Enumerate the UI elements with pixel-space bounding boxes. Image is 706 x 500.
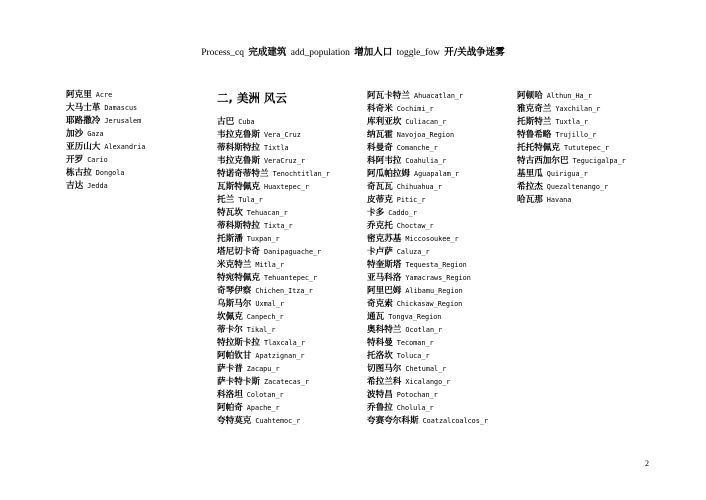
chinese-name: 奥科特兰: [367, 325, 402, 335]
list-item: [217, 164, 330, 177]
region-code: Tixta_r: [263, 222, 293, 230]
region-code: Tegucigalpa_r: [572, 157, 626, 165]
chinese-name: 亚马科洛: [367, 273, 402, 283]
list-item: [517, 190, 626, 203]
chinese-name: 大马士革: [66, 103, 101, 113]
list-item: [367, 411, 488, 424]
chinese-name: 蒂科斯特拉: [217, 143, 260, 153]
header-cn-text: 增加人口: [354, 47, 393, 58]
region-code: Yaxchilan_r: [555, 105, 601, 113]
region-code: Quirigua_r: [546, 170, 588, 178]
list-item: [217, 216, 330, 229]
region-code: Jedda: [87, 182, 108, 190]
region-code: Yamacraws_Region: [405, 274, 471, 282]
region-code: Tequesta_Region: [405, 261, 467, 269]
list-item: [367, 216, 488, 229]
chinese-name: 托斯潘: [217, 234, 243, 244]
list-item: [367, 99, 488, 112]
list-item: [367, 372, 488, 385]
chinese-name: 通瓦: [367, 312, 385, 322]
list-item: [217, 294, 330, 307]
header-en-text: toggle_fow: [396, 48, 440, 58]
list-item: [217, 268, 330, 281]
region-code: Tecoman_r: [396, 339, 434, 347]
region-code: Culiacan_r: [405, 118, 447, 126]
chinese-name: 库利亚坎: [367, 117, 402, 127]
chinese-name: 阿瓦卡特兰: [367, 91, 410, 101]
chinese-name: 瓦斯特佩克: [217, 182, 260, 192]
chinese-name: 卡多: [367, 208, 385, 218]
list-item: [517, 112, 626, 125]
list-item: [367, 203, 488, 216]
chinese-name: 韦拉克鲁斯: [217, 156, 260, 166]
list-item: [217, 385, 330, 398]
region-code: Chichen_Itza_r: [255, 287, 313, 295]
list-item: [217, 411, 330, 424]
column-2: [217, 89, 330, 424]
region-code: Althun_Ha_r: [546, 92, 592, 100]
region-code: Caluza_r: [396, 248, 430, 256]
region-code: Alexandria: [104, 143, 146, 151]
chinese-name: 奇瓦瓦: [367, 182, 393, 192]
chinese-name: 特宛特佩克: [217, 273, 260, 283]
region-code: Colotan_r: [246, 391, 284, 399]
region-code: Chickasaw_Region: [396, 300, 463, 308]
region-code: Tuxtla_r: [555, 118, 589, 126]
region-code: Tlaxcala_r: [263, 339, 305, 347]
chinese-name: 科奇米: [367, 104, 393, 114]
list-item: [367, 151, 488, 164]
chinese-name: 亚历山大: [66, 142, 101, 152]
chinese-name: 托托特佩克: [517, 143, 560, 153]
chinese-name: 科曼奇: [367, 143, 393, 153]
region-code: Pitic_r: [396, 196, 426, 204]
chinese-name: 卡卢萨: [367, 247, 393, 257]
chinese-name: 科洛坦: [217, 390, 243, 400]
chinese-name: 坎佩克: [217, 312, 243, 322]
list-item: [367, 190, 488, 203]
region-code: Caddo_r: [388, 209, 417, 217]
list-item: [367, 359, 488, 372]
chinese-name: 乔克托: [367, 221, 393, 231]
region-code: Alibamu_Region: [405, 287, 463, 295]
region-code: Zacapu_r: [246, 365, 280, 373]
chinese-name: 阿里巴姆: [367, 286, 402, 296]
chinese-name: 韦拉克鲁斯: [217, 130, 260, 140]
list-item: [367, 177, 488, 190]
list-item: [367, 294, 488, 307]
chinese-name: 切图马尔: [367, 364, 402, 374]
list-item: [367, 242, 488, 255]
region-code: Canpech_r: [246, 313, 284, 321]
list-item: [217, 333, 330, 346]
list-item: [217, 359, 330, 372]
list-item: [66, 98, 145, 111]
chinese-name: 阿帕奇: [217, 403, 243, 413]
column-2-entries: [217, 112, 330, 424]
region-code: Comanche_r: [396, 144, 438, 152]
list-item: [66, 137, 145, 150]
region-code: Aguapalam_r: [413, 170, 459, 178]
list-item: [217, 255, 330, 268]
list-item: [367, 320, 488, 333]
region-code: Chihuahua_r: [396, 183, 442, 191]
header-en-text: add_population: [290, 48, 350, 58]
list-item: [217, 125, 330, 138]
list-item: [217, 203, 330, 216]
region-code: Tuxpan_r: [246, 235, 280, 243]
chinese-name: 乌斯马尔: [217, 299, 252, 309]
region-code: Coatzalcoalcos_r: [422, 417, 489, 425]
region-code: Tula_r: [238, 196, 263, 204]
list-item: [367, 125, 488, 138]
list-item: [367, 164, 488, 177]
chinese-name: 希拉杰: [517, 182, 543, 192]
list-item: [66, 150, 145, 163]
chinese-name: 栋古拉: [66, 168, 92, 178]
list-item: [367, 307, 488, 320]
chinese-name: 阿帕钦甘: [217, 351, 252, 361]
chinese-name: 托洛坎: [367, 351, 393, 361]
region-code: Quezaltenango_r: [546, 183, 609, 191]
region-code: Cochimi_r: [396, 105, 434, 113]
list-item: [217, 372, 330, 385]
list-item: [217, 190, 330, 203]
chinese-name: 奇琴伊察: [217, 286, 252, 296]
chinese-name: 特古西加尔巴: [517, 156, 569, 166]
list-item: [217, 151, 330, 164]
chinese-name: 托斯特兰: [517, 117, 552, 127]
region-code: Potochan_r: [396, 391, 438, 399]
chinese-name: 阿克里: [66, 90, 92, 100]
list-item: [217, 307, 330, 320]
header-line: [0, 44, 706, 58]
region-code: Miccosoukee_r: [405, 235, 459, 243]
chinese-name: 雅克奇兰: [517, 104, 552, 114]
list-item: [217, 229, 330, 242]
chinese-name: 吉达: [66, 181, 84, 191]
list-item: [367, 398, 488, 411]
list-item: [367, 86, 488, 99]
list-item: [367, 385, 488, 398]
list-item: [217, 138, 330, 151]
list-item: [367, 333, 488, 346]
chinese-name: 特诺奇蒂特兰: [217, 169, 269, 179]
region-code: Apache_r: [246, 404, 280, 412]
header-en-text: Process_cq: [201, 48, 244, 58]
region-code: Huaxtepec_r: [263, 183, 309, 191]
column-4: [517, 86, 626, 203]
chinese-name: 特鲁希略: [517, 130, 552, 140]
chinese-name: 夸特莫克: [217, 416, 252, 426]
list-item: [217, 320, 330, 333]
region-code: Ocotlan_r: [405, 326, 443, 334]
region-code: Chetumal_r: [405, 365, 447, 373]
chinese-name: 科阿韦拉: [367, 156, 402, 166]
region-code: Uxmal_r: [255, 300, 285, 308]
list-item: [517, 151, 626, 164]
chinese-name: 哈瓦那: [517, 195, 543, 205]
region-code: Toluca_r: [396, 352, 430, 360]
region-code: Apatzignan_r: [255, 352, 305, 360]
region-code: Gaza: [87, 130, 104, 138]
chinese-name: 特瓦坎: [217, 208, 243, 218]
region-code: Mitla_r: [255, 261, 285, 269]
chinese-name: 加沙: [66, 129, 84, 139]
chinese-name: 特奎斯塔: [367, 260, 402, 270]
region-code: Ahuacatlan_r: [413, 92, 464, 100]
list-item: [367, 138, 488, 151]
header-cn-text: 完成建筑: [248, 47, 287, 58]
region-code: Vera_Cruz: [263, 131, 301, 139]
chinese-name: 乔鲁拉: [367, 403, 393, 413]
chinese-name: 古巴: [217, 117, 235, 127]
list-item: [66, 85, 145, 98]
page-number: 2: [645, 459, 649, 468]
chinese-name: 阿顿哈: [517, 91, 543, 101]
region-code: Tongva_Region: [388, 313, 442, 321]
region-code: Acre: [95, 91, 113, 99]
list-item: [367, 346, 488, 359]
list-item: [367, 255, 488, 268]
region-code: VeraCruz_r: [263, 157, 305, 165]
list-item: [66, 124, 145, 137]
region-code: Cario: [87, 156, 108, 164]
region-code: Tenochtitlan_r: [272, 170, 330, 178]
chinese-name: 塔尼切卡奇: [217, 247, 260, 257]
list-item: [367, 281, 488, 294]
chinese-name: 奇克索: [367, 299, 393, 309]
list-item: [517, 138, 626, 151]
chinese-name: 耶路撒冷: [66, 116, 101, 126]
list-item: [66, 176, 145, 189]
list-item: [66, 163, 145, 176]
chinese-name: 特拉斯卡拉: [217, 338, 260, 348]
list-item: [66, 111, 145, 124]
list-item: [217, 112, 330, 125]
chinese-name: 特科曼: [367, 338, 393, 348]
chinese-name: 希拉兰科: [367, 377, 402, 387]
list-item: [367, 112, 488, 125]
region-code: Tututepec_r: [563, 144, 609, 152]
header-cn-text: 开/关战争迷雾: [444, 47, 505, 58]
region-code: Coahulia_r: [405, 157, 447, 165]
list-item: [517, 86, 626, 99]
region-code: Jerusalem: [104, 117, 142, 125]
chinese-name: 阿瓜帕拉姆: [367, 169, 410, 179]
list-item: [517, 99, 626, 112]
region-code: Cuba: [238, 118, 255, 126]
column-1: [66, 85, 145, 189]
region-code: Tixtla: [263, 144, 289, 152]
chinese-name: 萨卡特卡斯: [217, 377, 260, 387]
chinese-name: 开罗: [66, 155, 84, 165]
region-code: Tehuantepec_r: [263, 274, 318, 282]
list-item: [517, 164, 626, 177]
list-item: [367, 268, 488, 281]
chinese-name: 米克特兰: [217, 260, 252, 270]
region-code: Havana: [546, 196, 572, 204]
region-code: Zacatecas_r: [263, 378, 309, 386]
list-item: [217, 346, 330, 359]
region-code: Choctaw_r: [396, 222, 434, 230]
chinese-name: 蒂卡尔: [217, 325, 243, 335]
list-item: [517, 177, 626, 190]
chinese-name: 密克苏基: [367, 234, 402, 244]
list-item: [217, 398, 330, 411]
region-code: Dongola: [95, 169, 125, 177]
column-3: [367, 86, 488, 424]
chinese-name: 托兰: [217, 195, 235, 205]
chinese-name: 夸赛夸尔科斯: [367, 416, 419, 426]
region-code: Damascus: [104, 104, 138, 112]
chinese-name: 皮蒂克: [367, 195, 393, 205]
chinese-name: 波特昌: [367, 390, 393, 400]
list-item: [367, 229, 488, 242]
region-code: Trujillo_r: [555, 131, 597, 139]
list-item: [217, 177, 330, 190]
chinese-name: 萨卡普: [217, 364, 243, 374]
list-item: [517, 125, 626, 138]
chinese-name: 蒂科斯特拉: [217, 221, 260, 231]
chinese-name: 纳瓦霍: [367, 130, 393, 140]
region-code: Xicalango_r: [405, 378, 451, 386]
chinese-name: 基里瓜: [517, 169, 543, 179]
list-item: [217, 281, 330, 294]
region-code: Danipaguache_r: [263, 248, 322, 256]
list-item: [217, 242, 330, 255]
region-code: Tikal_r: [246, 326, 276, 334]
region-code: Tehuacan_r: [246, 209, 288, 217]
region-code: Cuahtemoc_r: [255, 417, 301, 425]
region-code: Cholula_r: [396, 404, 434, 412]
region-code: Navojoa_Region: [396, 131, 455, 139]
section-title: 二, 美洲 风云: [217, 91, 287, 105]
